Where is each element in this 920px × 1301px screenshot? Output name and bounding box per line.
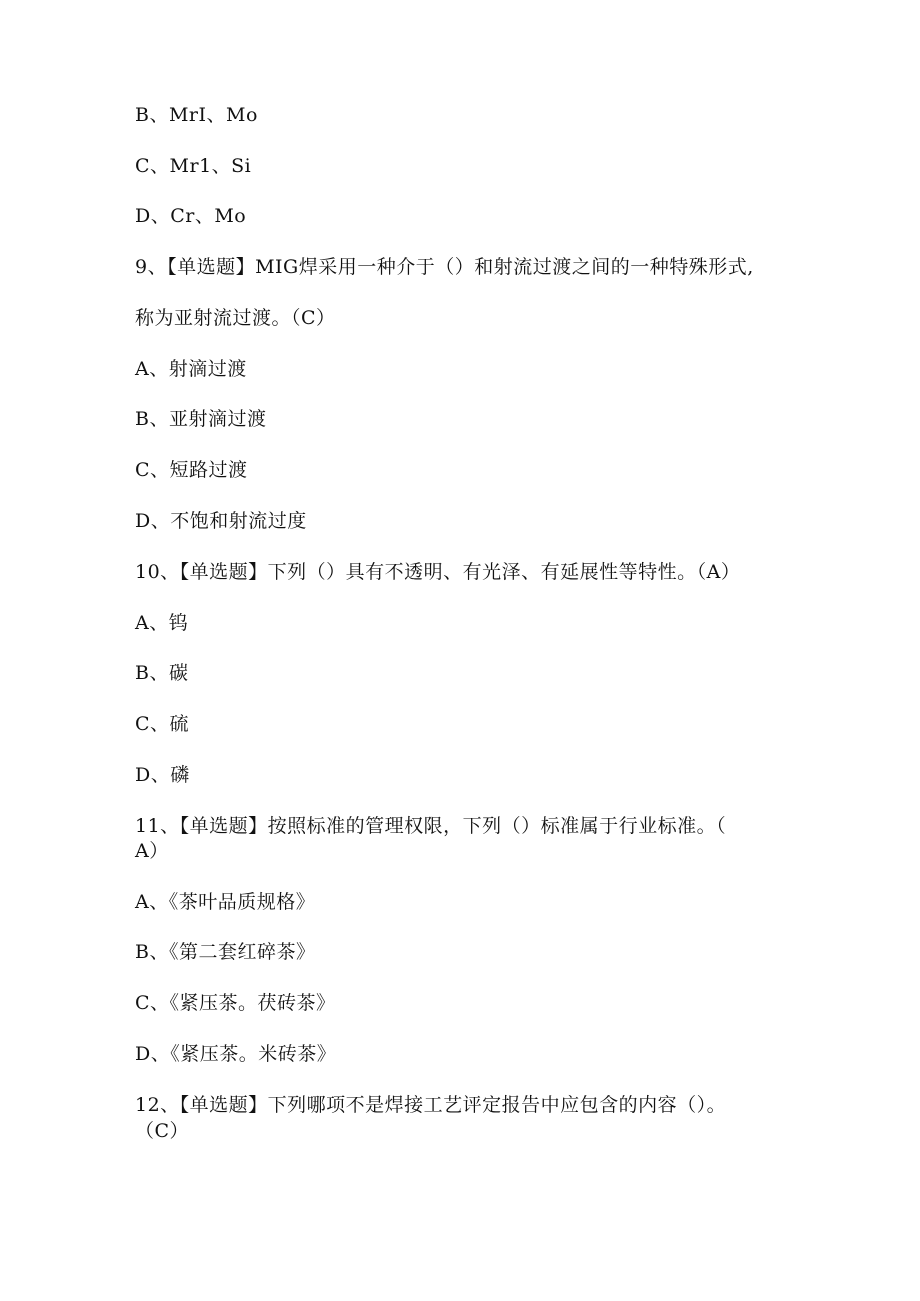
q12-stem-line2: （C） [135, 1120, 190, 1142]
q9-option-a: A、射滴过渡 [135, 358, 247, 380]
q11-stem-line1: 11、【单选题】按照标准的管理权限，下列（）标准属于行业标准。（ [135, 815, 727, 837]
q8-option-b: B、MrI、Mo [135, 104, 258, 126]
q9-option-d: D、不饱和射流过度 [135, 510, 307, 532]
q8-option-c: C、Mr1、Si [135, 155, 252, 177]
q10-option-b: B、碳 [135, 662, 189, 684]
q10-option-a: A、钨 [135, 612, 189, 634]
q8-option-d: D、Cr、Mo [135, 205, 247, 227]
q9-stem-line1: 9、【单选题】MIG焊采用一种介于（）和射流过渡之间的一种特殊形式, [135, 256, 754, 278]
q11-option-b: B、《第二套红碎茶》 [135, 941, 316, 963]
q11-stem-line2: A） [135, 840, 169, 862]
q12-stem-line1: 12、【单选题】下列哪项不是焊接工艺评定报告中应包含的内容（）。 [135, 1094, 727, 1116]
q11-option-d: D、《紧压茶。米砖茶》 [135, 1043, 337, 1065]
q10-stem: 10、【单选题】下列（）具有不透明、有光泽、有延展性等特性。（A） [135, 561, 741, 583]
q9-stem-line2: 称为亚射流过渡。（C） [135, 307, 336, 329]
q11-option-a: A、《茶叶品质规格》 [135, 891, 316, 913]
q9-option-b: B、亚射滴过渡 [135, 408, 267, 430]
q10-option-d: D、磷 [135, 764, 190, 786]
q11-option-c: C、《紧压茶。茯砖茶》 [135, 992, 336, 1014]
q10-option-c: C、硫 [135, 713, 190, 735]
q9-option-c: C、短路过渡 [135, 459, 248, 481]
